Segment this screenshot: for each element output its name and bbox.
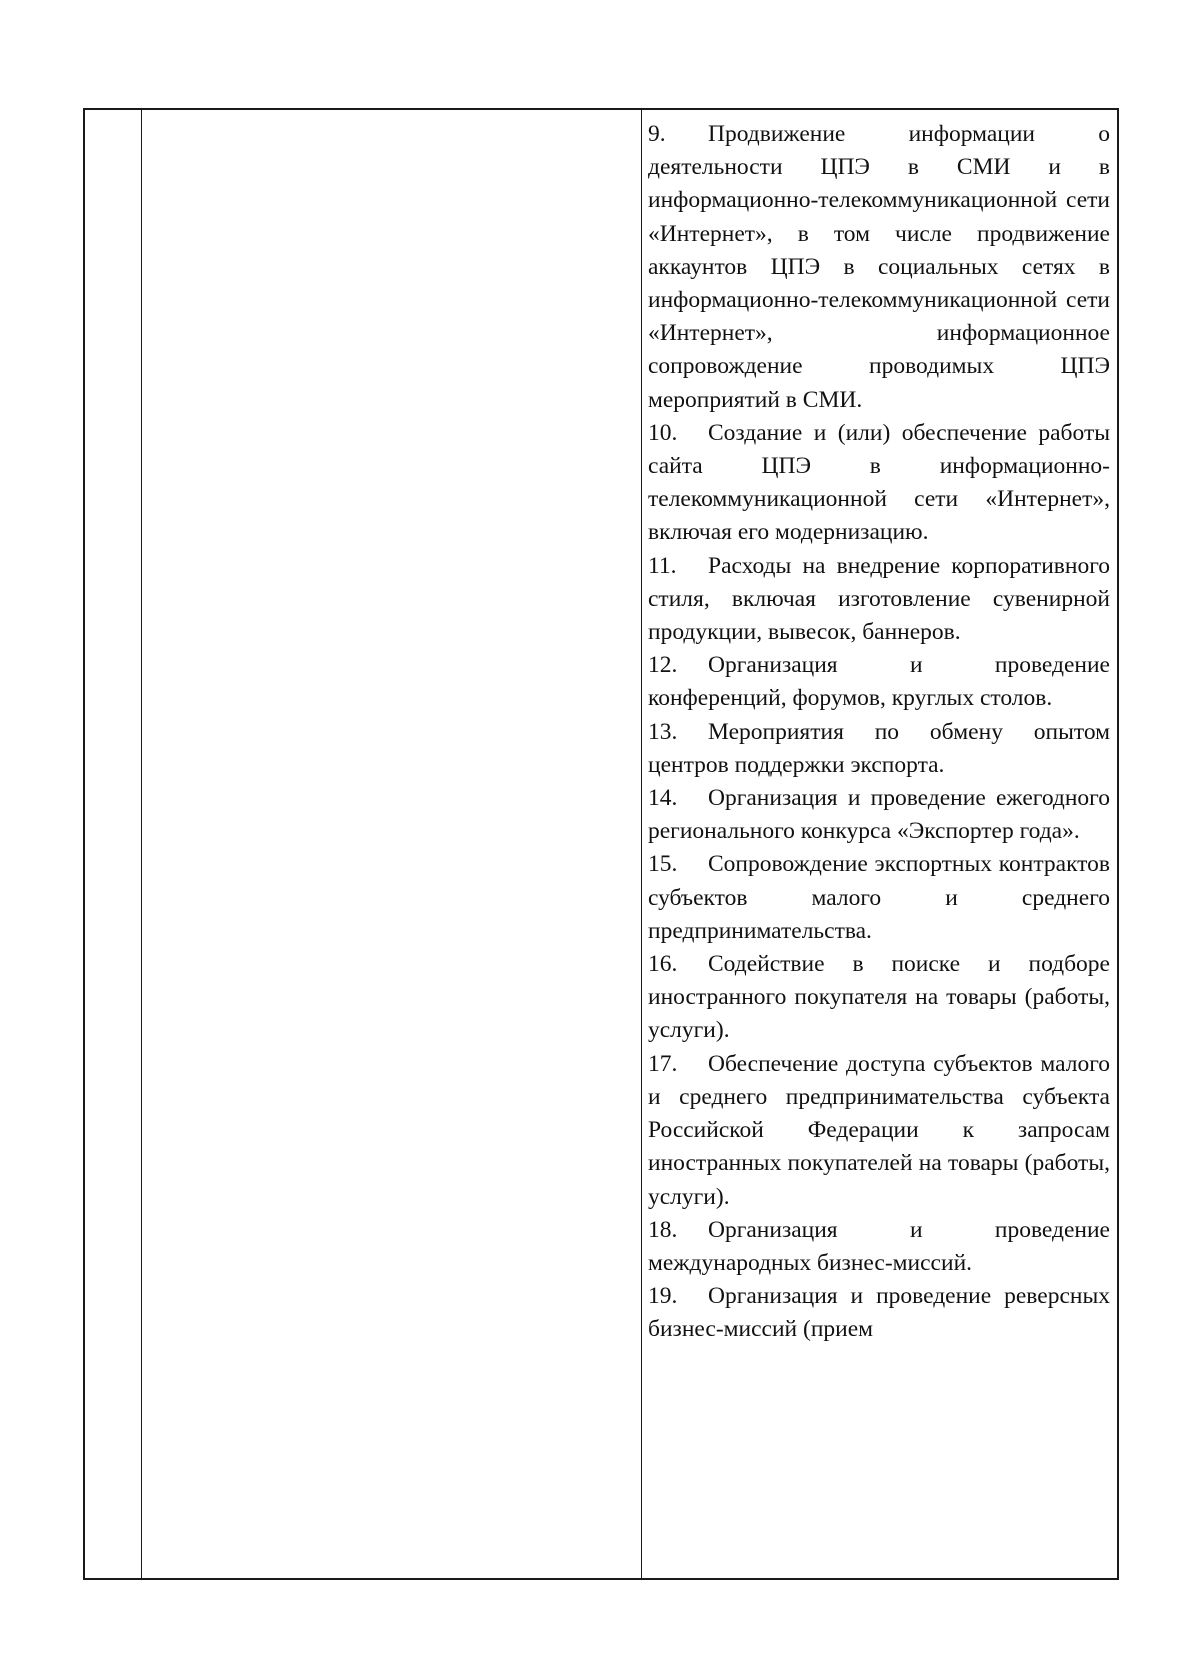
list-item	[648, 417, 1110, 550]
item-text: Сопровождение экспортных контрактов субъектов малого и среднего предпринимательства.	[648, 851, 1110, 944]
table-cell-content	[648, 118, 1110, 1347]
list-item	[648, 948, 1110, 1048]
item-text: Продвижение информации о деятельности ЦПЭ в СМИ и в информационно-телекоммуникационной сети «Интернет», в том числе продвижение аккаунтов ЦПЭ в социальных сетях в информационно-телекоммуникационной сети «Интернет», информационное сопровождение проводимых ЦПЭ мероприятий в СМИ.	[648, 121, 1110, 413]
item-text: Обеспечение доступа субъектов малого и среднего предпринимательства субъекта Российской Федерации к запросам иностранных покупателей на товары (работы, услуги).	[648, 1050, 1110, 1210]
item-number: 17.	[648, 1050, 678, 1077]
item-number: 9.	[648, 121, 666, 147]
item-text: Организация и проведение конференций, форумов, круглых столов.	[648, 652, 1110, 712]
list-item	[648, 118, 1110, 417]
item-text: Организация и проведение ежегодного регионального конкурса «Экспортер года».	[648, 785, 1110, 845]
list-item	[648, 1280, 1110, 1346]
list-item	[648, 716, 1110, 782]
column-divider-2	[641, 110, 642, 1578]
item-number: 19.	[648, 1283, 678, 1310]
list-item	[648, 649, 1110, 715]
item-text: Мероприятия по обмену опытом центров поддержки экспорта.	[648, 718, 1110, 778]
item-number: 16.	[648, 951, 678, 978]
column-divider-1	[141, 110, 142, 1578]
item-text: Организация и проведение международных бизнес-миссий.	[648, 1216, 1110, 1276]
item-number: 15.	[648, 851, 678, 878]
list-item	[648, 550, 1110, 650]
item-number: 18.	[648, 1216, 678, 1243]
list-item	[648, 1214, 1110, 1280]
list-item	[648, 1048, 1110, 1214]
item-text: Расходы на внедрение корпоративного стиля, включая изготовление сувенирной продукции, вывесок, баннеров.	[648, 552, 1110, 646]
item-text: Содействие в поиске и подборе иностранного покупателя на товары (работы, услуги).	[648, 951, 1110, 1044]
document-table	[83, 108, 1119, 1580]
item-number: 13.	[648, 718, 678, 745]
item-number: 14.	[648, 785, 678, 812]
list-item	[648, 848, 1110, 948]
item-text: Создание и (или) обеспечение работы сайта ЦПЭ в информационно-телекоммуникационной сети «Интернет», включая его модернизацию.	[648, 419, 1110, 546]
item-number: 10.	[648, 419, 678, 446]
item-number: 11.	[648, 552, 677, 579]
item-text: Организация и проведение реверсных бизнес-миссий (прием	[648, 1283, 1110, 1343]
list-item	[648, 782, 1110, 848]
item-number: 12.	[648, 652, 678, 679]
